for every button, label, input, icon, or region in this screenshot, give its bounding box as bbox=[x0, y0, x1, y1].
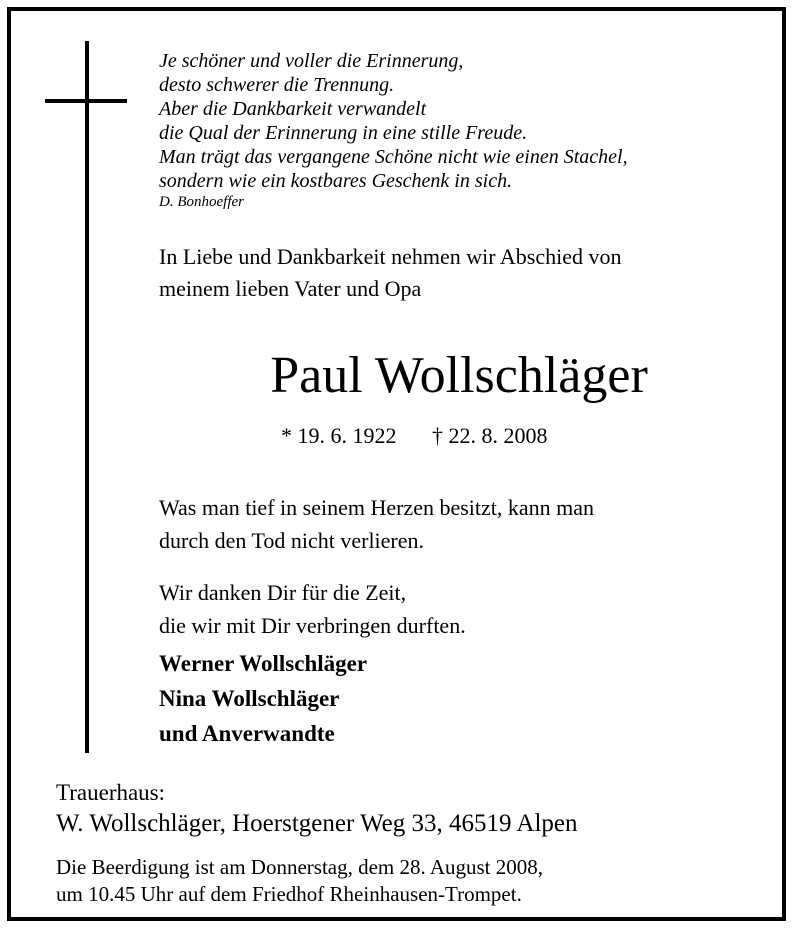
poem-line: Aber die Dankbarkeit verwandelt bbox=[159, 98, 427, 120]
birth-date: * 19. 6. 1922 bbox=[281, 423, 397, 448]
cross-icon-bar bbox=[45, 99, 127, 103]
thanks-line: die wir mit Dir verbringen durften. bbox=[159, 613, 466, 638]
mourner-name: und Anverwandte bbox=[159, 721, 335, 746]
funeral-line: Die Beerdigung ist am Donnerstag, dem 28. August 2008, bbox=[56, 855, 544, 879]
poem-line: Man trägt das vergangene Schöne nicht wie einen Stachel, bbox=[159, 146, 628, 168]
funeral-info bbox=[56, 854, 749, 908]
funeral-line: um 10.45 Uhr auf dem Friedhof Rheinhausen-Trompet. bbox=[56, 882, 522, 906]
quote-line: Was man tief in seinem Herzen besitzt, kann man bbox=[159, 495, 595, 520]
intro-line: In Liebe und Dankbarkeit nehmen wir Abschied von bbox=[159, 244, 622, 269]
trauerhaus-label: Trauerhaus: bbox=[56, 780, 166, 805]
thanks-line: Wir danken Dir für die Zeit, bbox=[159, 580, 407, 605]
obituary-notice bbox=[7, 7, 786, 921]
poem-author: D. Bonhoeffer bbox=[159, 194, 244, 210]
mourner-name: Werner Wollschläger bbox=[159, 651, 368, 676]
memorial-poem bbox=[159, 49, 628, 212]
trauerhaus-address: W. Wollschläger, Hoerstgener Weg 33, 46519 Alpen bbox=[56, 810, 578, 837]
deceased-name: Paul Wollschläger bbox=[270, 347, 648, 404]
intro-text bbox=[159, 241, 754, 305]
life-dates bbox=[281, 421, 548, 451]
poem-line: sondern wie ein kostbares Geschenk in sich. bbox=[159, 170, 513, 192]
quote-line: durch den Tod nicht verlieren. bbox=[159, 528, 425, 553]
intro-line: meinem lieben Vater und Opa bbox=[159, 276, 422, 301]
poem-line: Je schöner und voller die Erinnerung, bbox=[159, 50, 464, 72]
mourner-name: Nina Wollschläger bbox=[159, 686, 340, 711]
death-date: † 22. 8. 2008 bbox=[432, 423, 548, 448]
quote-text bbox=[159, 491, 754, 557]
poem-line: desto schwerer die Trennung. bbox=[159, 74, 395, 96]
mourners-list bbox=[159, 646, 367, 751]
cross-icon bbox=[85, 41, 89, 753]
thanks-text bbox=[159, 576, 466, 642]
poem-line: die Qual der Erinnerung in eine stille Freude. bbox=[159, 122, 528, 144]
